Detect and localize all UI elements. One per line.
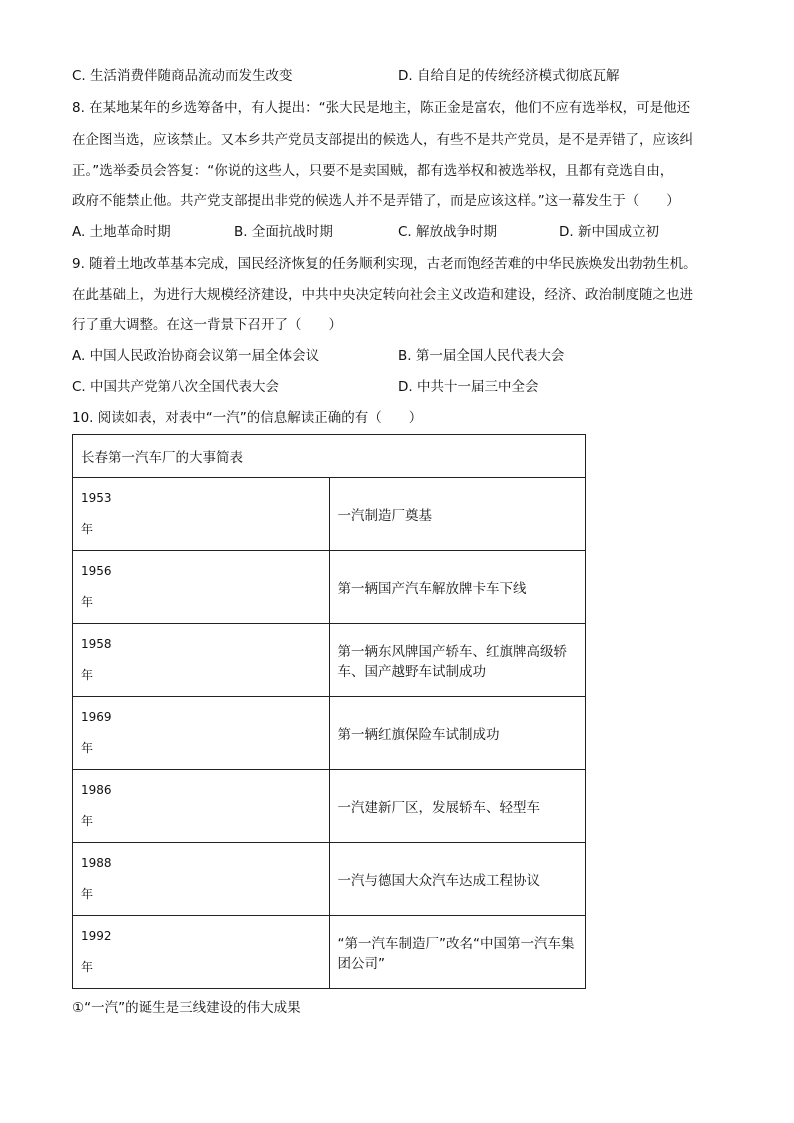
event-cell: 一汽建新厂区，发展轿车、轻型车 <box>329 770 586 843</box>
year-unit: 年 <box>81 668 94 682</box>
year-unit: 年 <box>81 960 94 974</box>
q10-stem: 10. 阅读如表，对表中“一汽”的信息解读正确的有（ ） <box>72 410 423 426</box>
table-row <box>73 478 586 551</box>
q8-option-d: D. 新中国成立初 <box>559 224 659 240</box>
table-row <box>73 551 586 624</box>
year-cell <box>73 843 330 916</box>
year-cell <box>73 697 330 770</box>
year-value: 1986 <box>81 783 112 797</box>
year-unit: 年 <box>81 887 94 901</box>
year-unit: 年 <box>81 522 94 536</box>
q8-stem-line-4: 政府不能禁止他。共产党支部提出非党的候选人并不是弄错了，而是应该这样。”这一幕发生于（ ） <box>72 193 680 209</box>
q9-option-b: B. 第一届全国人民代表大会 <box>398 348 565 364</box>
year-value: 1953 <box>81 491 112 505</box>
event-cell: “第一汽车制造厂”改名“中国第一汽车集团公司” <box>329 916 586 989</box>
table-title: 长春第一汽车厂的大事简表 <box>73 435 586 478</box>
q8-option-b: B. 全面抗战时期 <box>234 224 333 240</box>
year-cell <box>73 770 330 843</box>
event-cell: 第一辆红旗保险车试制成功 <box>329 697 586 770</box>
event-cell: 第一辆东风牌国产轿车、红旗牌高级轿车、国产越野车试制成功 <box>329 624 586 697</box>
table-row <box>73 624 586 697</box>
q9-option-c: C. 中国共产党第八次全国代表大会 <box>72 379 280 395</box>
year-value: 1969 <box>81 710 112 724</box>
q8-option-a: A. 土地革命时期 <box>72 224 171 240</box>
q10-statement-1: ①“一汽”的诞生是三线建设的伟大成果 <box>72 1000 301 1016</box>
event-cell: 一汽与德国大众汽车达成工程协议 <box>329 843 586 916</box>
event-cell: 第一辆国产汽车解放牌卡车下线 <box>329 551 586 624</box>
year-cell <box>73 916 330 989</box>
table-title-row <box>73 435 586 478</box>
event-cell: 一汽制造厂奠基 <box>329 478 586 551</box>
events-table <box>72 434 586 989</box>
table-row <box>73 770 586 843</box>
q9-stem-line-3: 行了重大调整。在这一背景下召开了（ ） <box>72 317 342 333</box>
year-cell <box>73 478 330 551</box>
q8-stem-line-2: 在企图当选，应该禁止。又本乡共产党员支部提出的候选人，有些不是共产党员，是不是弄错了，应该纠 <box>72 132 693 148</box>
year-unit: 年 <box>81 741 94 755</box>
year-unit: 年 <box>81 814 94 828</box>
q9-stem-line-2: 在此基础上，为进行大规模经济建设，中共中央决定转向社会主义改造和建设，经济、政治制度随之也进 <box>72 287 693 303</box>
q8-stem-line-1: 8. 在某地某年的乡选筹备中，有人提出：“张大民是地主，陈正金是富农，他们不应有选举权，可是他还 <box>72 100 691 116</box>
q9-option-a: A. 中国人民政治协商会议第一届全体会议 <box>72 348 320 364</box>
q9-option-d: D. 中共十一届三中全会 <box>398 379 539 395</box>
q8-stem-line-3: 正。”选举委员会答复：“你说的这些人，只要不是卖国贼，都有选举权和被选举权，且都有竞选自由， <box>72 163 674 179</box>
table-row <box>73 843 586 916</box>
q7-option-d: D. 自给自足的传统经济模式彻底瓦解 <box>398 68 620 84</box>
year-cell <box>73 624 330 697</box>
year-unit: 年 <box>81 595 94 609</box>
year-value: 1958 <box>81 637 112 651</box>
table-row <box>73 916 586 989</box>
q9-stem-line-1: 9. 随着土地改革基本完成，国民经济恢复的任务顺利实现，古老而饱经苦难的中华民族焕发出勃勃生机。 <box>72 256 697 272</box>
table-row <box>73 697 586 770</box>
q7-option-c: C. 生活消费伴随商品流动而发生改变 <box>72 68 293 84</box>
year-cell <box>73 551 330 624</box>
year-value: 1992 <box>81 929 112 943</box>
year-value: 1956 <box>81 564 112 578</box>
q8-option-c: C. 解放战争时期 <box>398 224 498 240</box>
year-value: 1988 <box>81 856 112 870</box>
